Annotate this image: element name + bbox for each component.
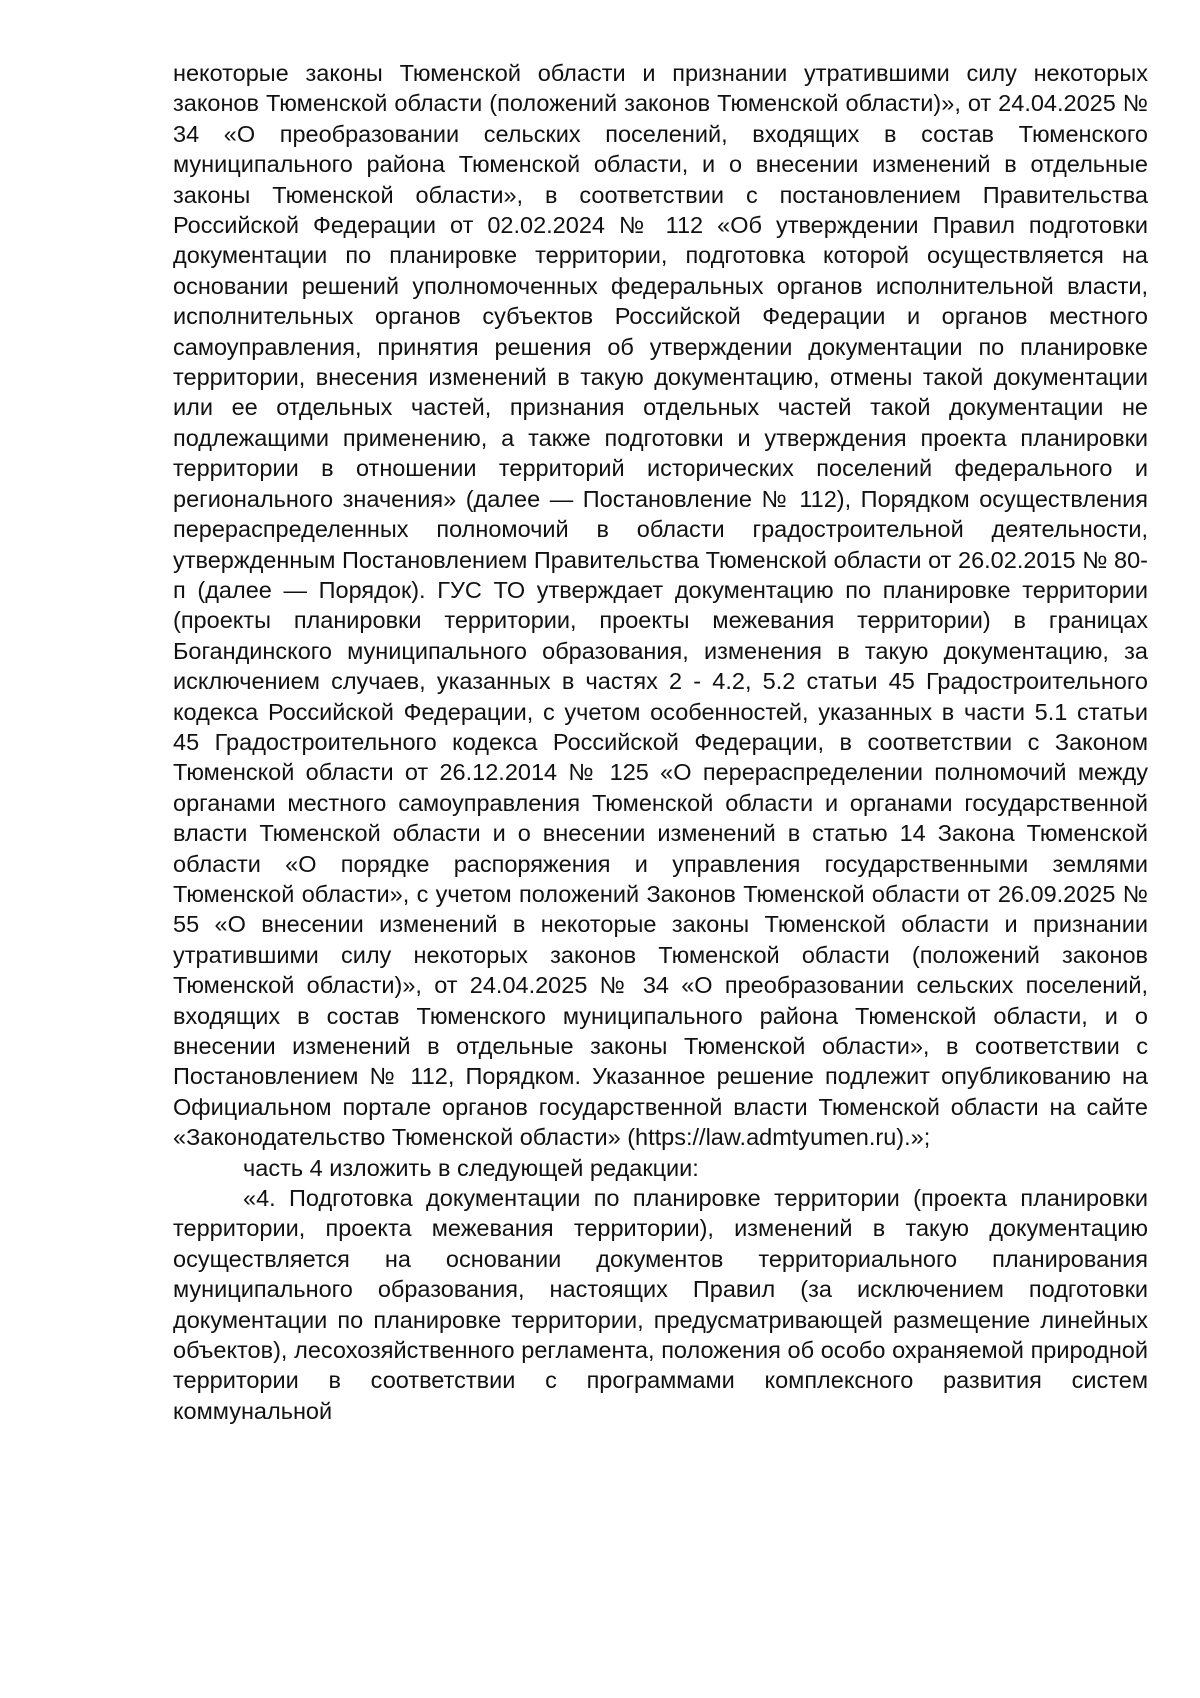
paragraph-part4-intro: часть 4 изложить в следующей редакции: [243, 1154, 699, 1181]
document-body [173, 58, 1148, 1426]
paragraph-continuation: некоторые законы Тюменской области и признании утратившими силу некоторых законов Тюменской области (положений законов Тюменской области)», от 24.04.2025 № 34 «О преобразовании сельских поселений, входящих в состав Тюменского муниципального района Тюменской области, и о внесении изменений в отдельные законы Тюменской области», в соответствии с постановлением Правительства Российской Федерации от 02.02.2024 № 112 «Об утверждении Правил подготовки документации по планировке территории, подготовка которой осуществляется на основании решений уполномоченных федеральных органов исполнительной власти, исполнительных органов субъектов Российской Федерации и органов местного самоуправления, принятия решения об утверждении документации по планировке территории, внесения изменений в такую документацию, отмены такой документации или ее отдельных частей, признания отдельных частей такой документации не подлежащими применению, а также подготовки и утверждения проекта планировки территории в отношении территорий исторических поселений федерального и регионального значения» (далее — Постановление № 112), Порядком осуществления перераспределенных полномочий в области градостроительной деятельности, утвержденным Постановлением Правительства Тюменской области от 26.02.2015 № 80-п (далее — Порядок). ГУС ТО утверждает документацию по планировке территории (проекты планировки территории, проекты межевания территории) в границах Богандинского муниципального образования, изменения в такую документацию, за исключением случаев, указанных в частях 2 - 4.2, 5.2 статьи 45 Градостроительного кодекса Российской Федерации, с учетом особенностей, указанных в части 5.1 статьи 45 Градостроительного кодекса Российской Федерации, в соответствии с Законом Тюменской области от 26.12.2014 № 125 «О перераспределении полномочий между органами местного самоуправления Тюменской области и органами государственной власти Тюменской области и о внесении изменений в статью 14 Закона Тюменской области «О порядке распоряжения и управления государственными землями Тюменской области», с учетом положений Законов Тюменской области от 26.09.2025 № 55 «О внесении изменений в некоторые законы Тюменской области и признании утратившими силу некоторых законов Тюменской области (положений законов Тюменской области)», от 24.04.2025 № 34 «О преобразовании сельских поселений, входящих в состав Тюменского муниципального района Тюменской области, и о внесении изменений в отдельные законы Тюменской области», в соответствии с Постановлением № 112, Порядком. Указанное решение подлежит опубликованию на Официальном портале органов государственной власти Тюменской области на сайте «Законодательство Тюменской области» (https://law.admtyumen.ru).»; [173, 60, 1148, 1151]
paragraph-part4-text: «4. Подготовка документации по планировке территории (проекта планировки территории, проекта межевания территории), изменений в такую документацию осуществляется на основании документов территориального планирования муниципального образования, настоящих Правил (за исключением подготовки документации по планировке территории, предусматривающей размещение линейных объектов), лесохозяйственного регламента, положения об особо охраняемой природной территории в соответствии с программами комплексного развития систем коммунальной [173, 1185, 1148, 1424]
